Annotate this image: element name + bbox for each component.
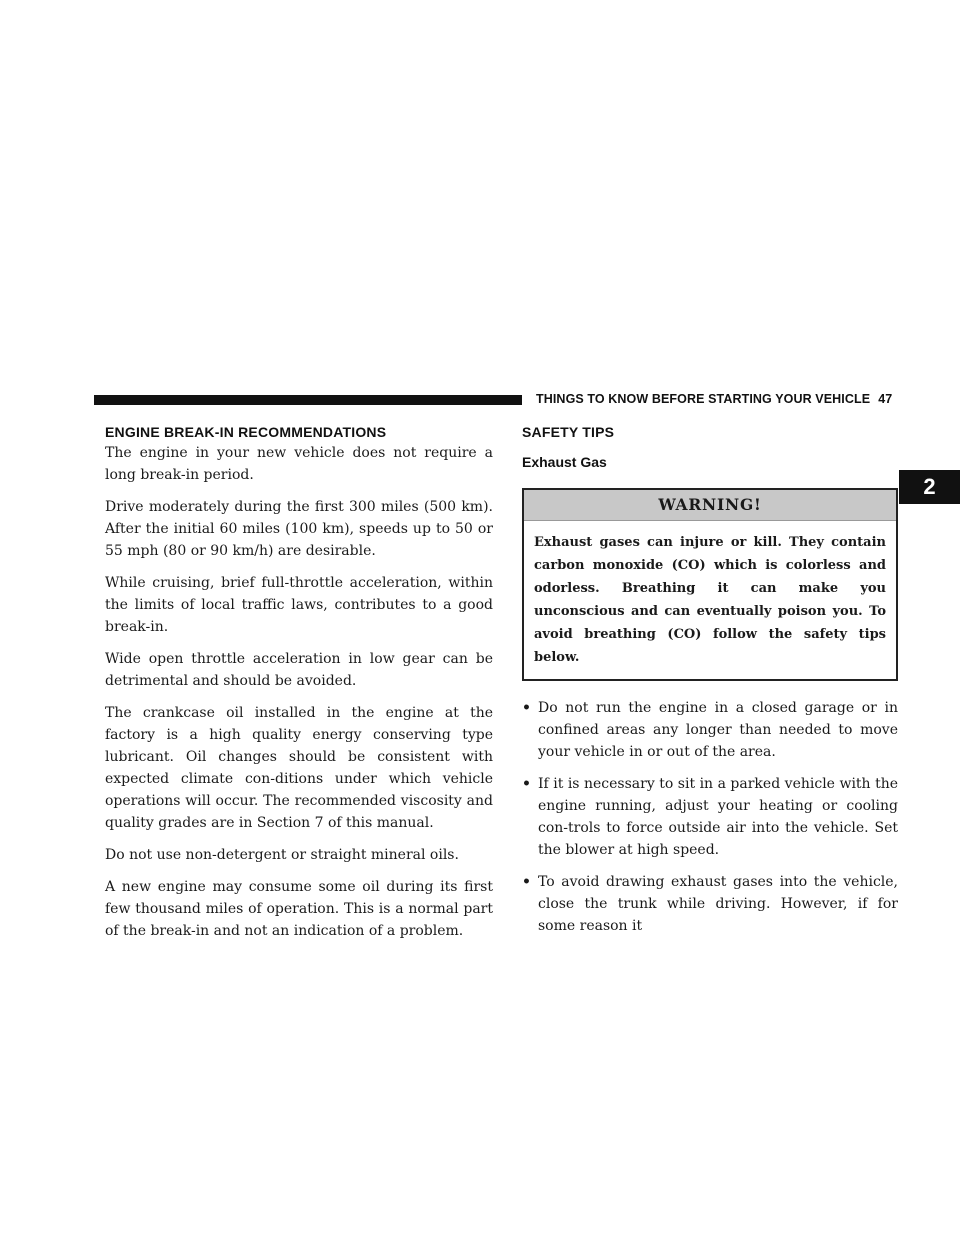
list-item-text: To avoid drawing exhaust gases into the vehicle, close the trunk while driving. However, if for some reason it <box>538 874 898 934</box>
paragraph: The crankcase oil installed in the engine at the factory is a high quality energy conserving type lubricant. Oil changes should be consistent with expected climate con-ditions under which vehicle operations will occur. The recommended viscosity and quality grades are in Section 7 of this manual. <box>105 705 493 831</box>
paragraph: Do not use non-detergent or straight mineral oils. <box>105 847 459 863</box>
list-item <box>522 871 898 937</box>
warning-body: Exhaust gases can injure or kill. They contain carbon monoxide (CO) which is colorless and odorless. Breathing it can make you unconscious and can eventually poison you. To avoid breathing (CO) follow the safety tips below. <box>534 535 886 665</box>
chapter-tab: 2 <box>899 470 960 504</box>
right-column <box>522 420 898 947</box>
warning-title: WARNING! <box>524 490 896 521</box>
paragraph: While cruising, brief full-throttle acceleration, within the limits of local traffic laws, contributes to a good break-in. <box>105 575 493 635</box>
paragraph: The engine in your new vehicle does not require a long break-in period. <box>105 445 493 483</box>
bullet-icon: • <box>522 874 531 890</box>
left-column <box>105 420 493 952</box>
bullet-icon: • <box>522 700 531 716</box>
exhaust-gas-subheading: Exhaust Gas <box>522 454 607 470</box>
list-item <box>522 773 898 861</box>
list-item-text: Do not run the engine in a closed garage or in confined areas any longer than needed to move your vehicle in or out of the area. <box>538 700 898 760</box>
paragraph: Drive moderately during the first 300 miles (500 km). After the initial 60 miles (100 km), speeds up to 50 or 55 mph (80 or 90 km/h) are desirable. <box>105 499 493 559</box>
running-header <box>536 392 906 406</box>
running-title: THINGS TO KNOW BEFORE STARTING YOUR VEHICLE <box>536 392 871 406</box>
safety-tips-list <box>522 697 898 937</box>
list-item <box>522 697 898 763</box>
engine-break-in-heading: ENGINE BREAK-IN RECOMMENDATIONS <box>105 424 387 440</box>
safety-tips-heading: SAFETY TIPS <box>522 424 615 440</box>
bullet-icon: • <box>522 776 531 792</box>
warning-box <box>522 488 898 681</box>
list-item-text: If it is necessary to sit in a parked vehicle with the engine running, adjust your heating or cooling con-trols to force outside air into the vehicle. Set the blower at high speed. <box>538 776 898 858</box>
page-number: 47 <box>878 392 893 406</box>
header-rule <box>94 395 522 405</box>
paragraph: A new engine may consume some oil during its first few thousand miles of operation. This is a normal part of the break-in and not an indication of a problem. <box>105 879 493 939</box>
paragraph: Wide open throttle acceleration in low gear can be detrimental and should be avoided. <box>105 651 493 689</box>
